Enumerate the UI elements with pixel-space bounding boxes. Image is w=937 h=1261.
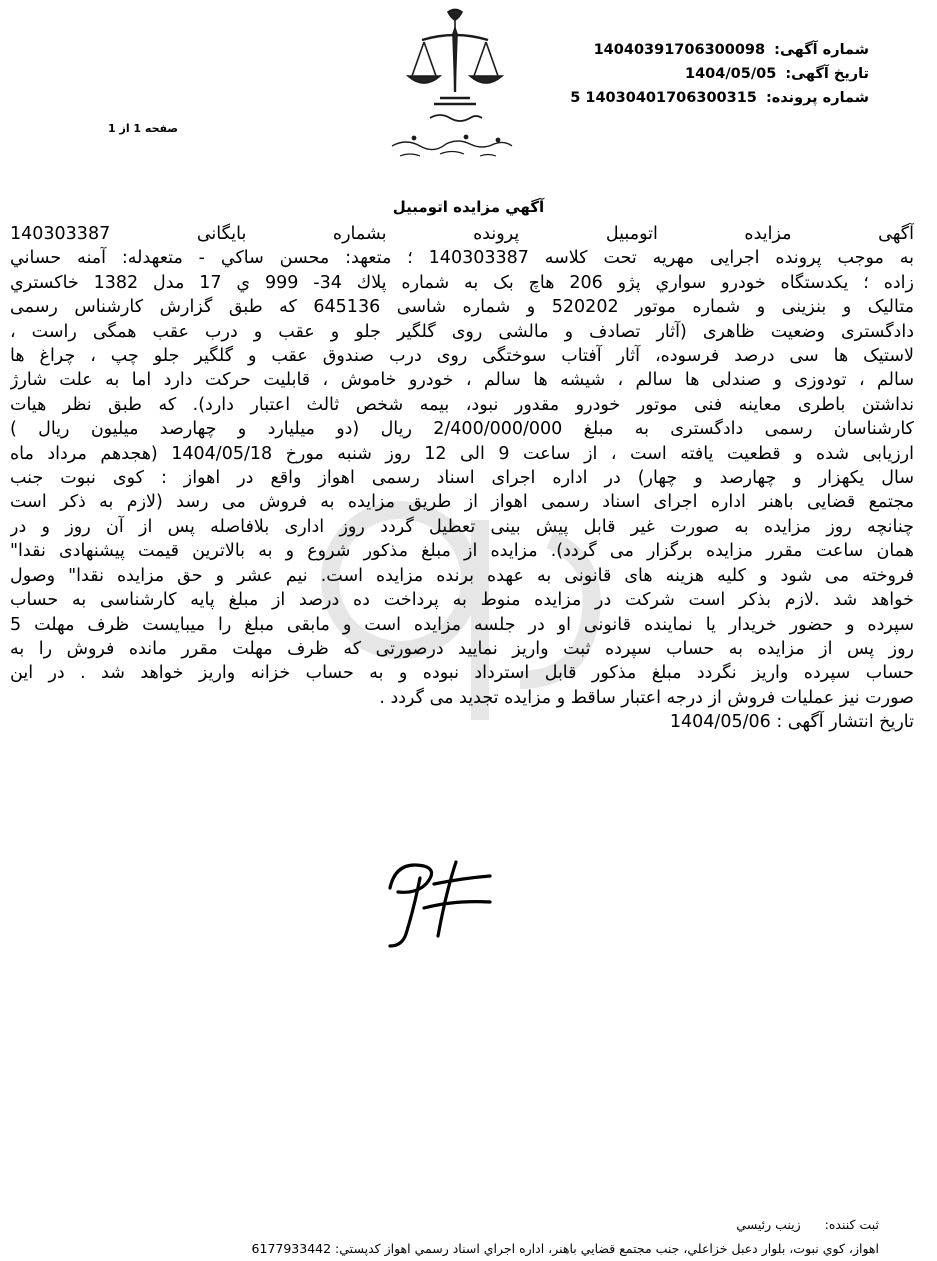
body-line: مجتمع قضايی باهنر اداره اجرای اسناد رسمی اهواز از طريق مزايده به فروش می رسد (لازم به ذكر است	[10, 492, 914, 513]
address-line: اهواز، كوي نبوت، بلوار دعبل خزاعلي، جنب مجتمع قضايي باهنر، اداره اجراي اسناد رسمي اهواز كدپستي: 6177933442	[251, 1241, 879, 1256]
ad-number-row	[549, 38, 869, 62]
registrar-row	[19, 1213, 879, 1237]
ad-date-value: 1404/05/05	[685, 66, 777, 82]
ad-metadata	[549, 38, 869, 110]
body-line: سپرده و حضور خريدار يا نماينده قانونی او در جلسه مزايده است و مابقی مبلغ را ميبايست ظرف مهلت 5	[10, 614, 914, 635]
body-line: روز پس از مزايده به حساب سپرده ثبت واريز نماييد درصورتی كه ظرف مهلت مقرر مانده فروش را به	[10, 638, 914, 659]
file-number-value: 14030401706300315 5	[570, 90, 757, 106]
body-line: صورت نيز عمليات فروش از درجه اعتبار ساقط و مزايده تجديد می گردد .	[379, 687, 914, 708]
body-line: همان ساعت مقرر مزايده برگزار می گردد). مزايده از مبلغ مذكور شروع و به بالاترين قيمت پيشنهادی نقدا"	[10, 541, 914, 562]
body-line: آگهی مزایده اتومبیل پرونده بشماره بایگانی 140303387	[10, 224, 914, 244]
file-number-label: شماره پرونده:	[765, 90, 869, 106]
body-line: چنانچه روز مزايده به صورت غير قابل پيش بينی تعطيل گردد روز اداری بلافاصله پس از آن روز و در	[10, 516, 914, 537]
body-line: سالم ، تودوزی و صندلی ها سالم ، شيشه ها سالم ، خودرو خاموش ، قابليت حرکت دارد اما به علت شارژ	[10, 370, 914, 391]
ad-body	[10, 222, 914, 735]
publish-date-line: تاريخ انتشار آگهی : 1404/05/06	[669, 712, 914, 733]
body-line: لاستيک ها سی درصد فرسوده، آثار آفتاب سوختگی روی درب صندوق عقب و گلگير جلو چپ ، چراغ ها	[10, 346, 914, 367]
file-number-row	[549, 86, 869, 110]
body-line: زاده ؛ يكدستگاه خودرو سواري پژو 206 هاچ بک به شماره پلاك 34- 999 ي 17 مدل 1382 خاكستري	[10, 272, 914, 293]
scales-of-justice-logo	[392, 10, 512, 157]
registrar-name: زينب رئيسي	[736, 1217, 801, 1232]
footer	[19, 1213, 879, 1261]
body-line: متاليک و بنزينی و شماره موتور 520202 و شماره شاسی 645136 که طبق گزارش کارشناس رسمی	[10, 297, 914, 318]
body-line: سال يكهزار و چهارصد و چهار) در اداره اجرای اسناد رسمی اهواز واقع در اهواز : كوی نبوت جنب	[10, 468, 914, 489]
page-indicator: صفحه 1 از 1	[108, 122, 179, 135]
registrar-label: ثبت كننده:	[824, 1217, 879, 1232]
signature-icon	[360, 848, 510, 958]
ad-date-label: تاريخ آگهی:	[785, 66, 869, 82]
body-line: ارزيابی شده و قطعيت يافته است ، از ساعت 9 الی 12 روز شنبه مورخ 1404/05/18 (هجدهم مرداد ماه	[10, 443, 914, 464]
body-line: خواهد شد .لازم بذكر است شركت در مزايده منوط به پرداخت ده درصد از مبلغ پايه كارشناسی به حساب	[10, 590, 914, 611]
body-line: دادگستری وضعيت ظاهری (آثار تصادف و مالشی روی گلگير جلو و عقب و درب عقب همگی راست ،	[10, 321, 914, 342]
body-line: به موجب پرونده اجرايی مهريه تحت کلاسه 140303387 ؛ متعهد: محسن ساكي - متعهدله: آمنه حساني	[10, 248, 914, 269]
body-line: نداشتن باطری معاينه فنی موتور خودرو مقدور نبود، بيمه شخص ثالث اعتبار دارد). كه طبق نظر هيات	[10, 394, 914, 415]
ad-number-value: 14040391706300098	[593, 42, 766, 58]
document-title: آگهي مزايده اتومبيل	[392, 198, 545, 216]
body-line: فروخته می شود و كليه هزينه های قانونی به عهده برنده مزايده است. نيم عشر و حق مزايده نقدا" وصول	[10, 565, 914, 586]
body-line: حساب سپرده واريز نگردد مبلغ مذكور قابل استرداد نبوده و به حساب خزانه واريز خواهد شد . در اين	[10, 663, 914, 684]
ad-number-label: شماره آگهی:	[774, 42, 869, 58]
body-line: كارشناسان رسمی دادگستری به مبلغ 2/400/000/000 ريال (دو ميليارد و چهارصد ميليون ريال )	[10, 419, 914, 440]
ad-date-row	[549, 62, 869, 86]
judiciary-emblem	[370, 6, 540, 166]
